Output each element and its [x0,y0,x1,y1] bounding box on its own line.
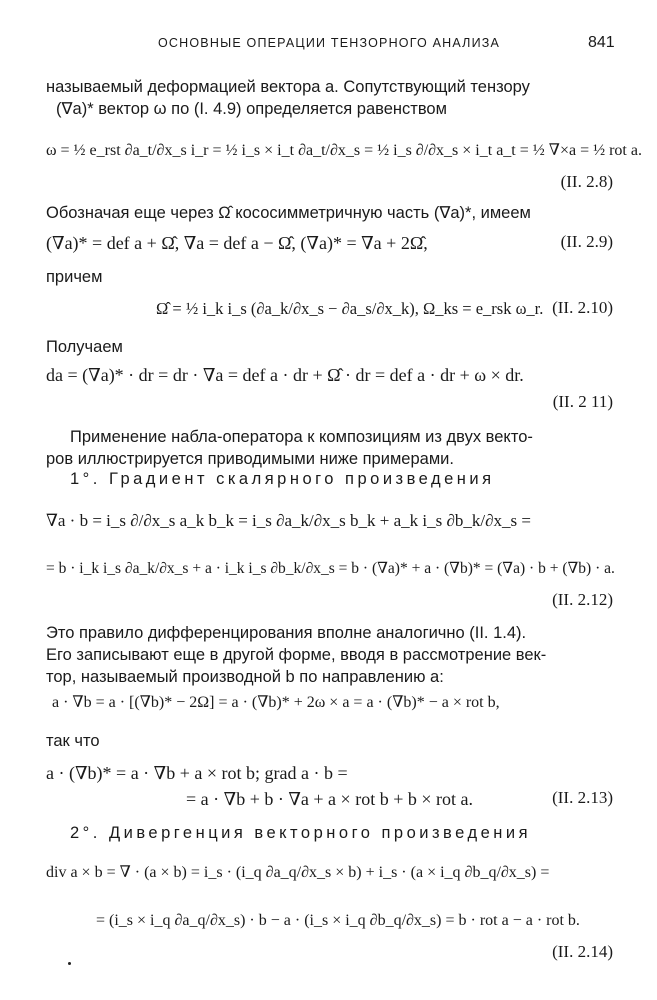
text-line: называемый деформацией вектора a. Сопутствующий тензору [46,78,530,96]
text-line: Это правило дифференцирования вполне аналогично (II. 1.4). [46,624,527,642]
equation-number: (II. 2.12) [552,590,613,609]
text-line: (∇a)* вектор ω по (I. 4.9) определяется равенством [56,100,447,118]
section-heading: 2°. Дивергенция векторного произведения [70,824,532,842]
text-line: Его записывают еще в другой форме, вводя в рассмотрение век- [46,646,547,664]
equation-grad-ab-2: = b · i_k i_s ∂a_k/∂x_s + a · i_k i_s ∂b_k/∂x_s = b · (∇a)* + a · (∇b)* = (∇a) · b + (∇b) · a. [46,560,615,577]
equation-nabla-a: (∇a)* = def a + Ω̂, ∇a = def a − Ω̂, (∇a)* = ∇a + 2Ω̂, [46,233,428,253]
text-line: Получаем [46,338,123,356]
equation-number: (II. 2.9) [560,232,613,251]
text-line: Применение набла-оператора к композициям из двух векто- [70,428,533,446]
text-line: ров иллюстрируется приводимыми ниже примерами. [46,450,454,468]
header-title: ОСНОВНЫЕ ОПЕРАЦИИ ТЕНЗОРНОГО АНАЛИЗА [158,36,501,50]
equation-number: (II. 2.8) [560,172,613,191]
page-number: 841 [588,34,615,51]
equation-number: (II. 2 11) [552,392,613,411]
print-speck [68,962,71,965]
text-line: причем [46,268,103,286]
equation-number: (II. 2.13) [552,788,613,807]
equation-number: (II. 2.14) [552,942,613,961]
running-header [0,34,657,58]
equation-grad-1: a · (∇b)* = a · ∇b + a × rot b; grad a · b = [46,763,348,783]
text-line: так что [46,732,100,750]
equation-omega: ω = ½ e_rst ∂a_t/∂x_s i_r = ½ i_s × i_t ∂a_t/∂x_s = ½ i_s ∂/∂x_s × i_t a_t = ½ ∇×a = ½ rot a. [46,142,642,159]
section-heading: 1°. Градиент скалярного произведения [70,470,495,488]
equation-da: da = (∇a)* · dr = dr · ∇a = def a · dr + Ω̂ · dr = def a · dr + ω × dr. [46,365,524,385]
equation-number: (II. 2.10) [552,298,613,317]
equation-grad-2: = a · ∇b + b · ∇a + a × rot b + b × rot a. [186,789,473,809]
equation-div-1: div a × b = ∇ · (a × b) = i_s · (i_q ∂a_q/∂x_s × b) + i_s · (a × i_q ∂b_q/∂x_s) = [46,864,550,881]
text-line: Обозначая еще через Ω̂ кососимметричную часть (∇a)*, имеем [46,204,531,222]
equation-omega-hat: Ω̂ = ½ i_k i_s (∂a_k/∂x_s − ∂a_s/∂x_k), Ω_ks = e_rsk ω_r. [156,299,544,318]
text-line: тор, называемый производной b по направлению a: [46,668,444,686]
equation-div-2: = (i_s × i_q ∂a_q/∂x_s) · b − a · (i_s × i_q ∂b_q/∂x_s) = b · rot a − a · rot b. [96,912,580,929]
equation-directional: a · ∇b = a · [(∇b)* − 2Ω] = a · (∇b)* + 2ω × a = a · (∇b)* − a × rot b, [52,694,500,711]
equation-grad-ab-1: ∇a · b = i_s ∂/∂x_s a_k b_k = i_s ∂a_k/∂x_s b_k + a_k i_s ∂b_k/∂x_s = [46,511,531,530]
